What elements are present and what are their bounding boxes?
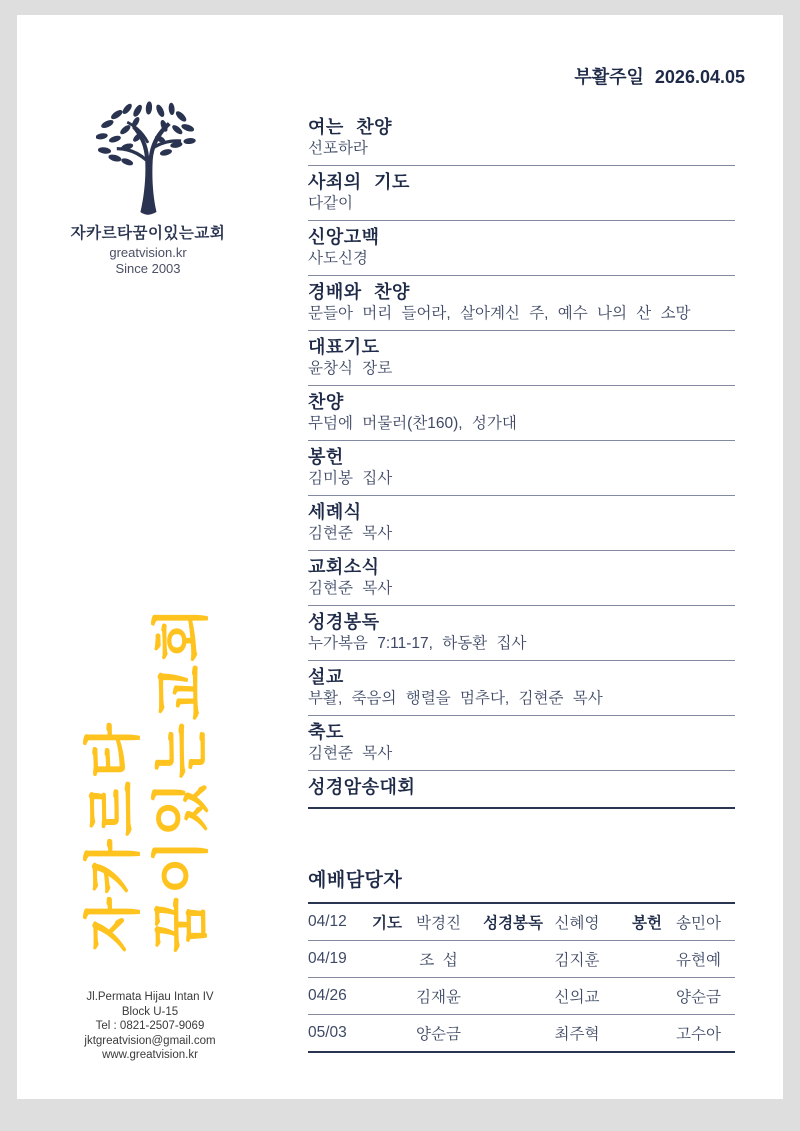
staff-name: 박경진 <box>416 915 461 932</box>
order-item <box>308 716 735 771</box>
order-item-title: 사죄의 기도 <box>308 172 410 192</box>
staff-name: 송민아 <box>676 915 721 932</box>
order-item-detail: 누가복음 7:11-17, 하동환 집사 <box>308 635 527 652</box>
staff-section-heading: 예배담당자 <box>308 870 403 891</box>
order-item <box>308 331 735 386</box>
order-item-title: 성경암송대회 <box>308 777 416 797</box>
contact-address-line2: Block U-15 <box>121 1005 179 1018</box>
order-item-title: 찬양 <box>308 392 344 412</box>
order-item-title: 여는 찬양 <box>308 117 393 137</box>
contact-website: www.greatvision.kr <box>102 1049 198 1061</box>
order-item-detail: 무덤에 머물러(찬160), 성가대 <box>308 415 517 432</box>
order-item-detail: 문들아 머리 들어라, 살아계신 주, 예수 나의 산 소망 <box>308 305 691 322</box>
staff-role-prayer: 기도 <box>372 915 402 932</box>
order-item-detail: 사도신경 <box>308 250 368 267</box>
order-item <box>308 221 735 276</box>
staff-role-offering: 봉헌 <box>632 915 662 932</box>
staff-table <box>308 902 735 1053</box>
order-item <box>308 606 735 661</box>
order-item <box>308 276 735 331</box>
tree-logo-icon <box>96 101 200 217</box>
church-logo-block <box>17 101 279 276</box>
staff-name: 양순금 <box>676 989 721 1006</box>
church-name: 자카르타꿈이있는교회 <box>70 225 226 242</box>
contact-block <box>25 990 275 1063</box>
order-item <box>308 771 735 809</box>
order-item-title: 세례식 <box>308 502 362 522</box>
staff-name: 양순금 <box>416 1026 461 1043</box>
church-since: Since 2003 <box>115 261 181 276</box>
order-item-title: 경배와 찬양 <box>308 282 410 302</box>
order-item-title: 성경봉독 <box>308 612 380 632</box>
staff-role-scripture: 성경봉독 <box>483 915 543 932</box>
staff-row <box>308 903 735 941</box>
staff-name: 유현예 <box>676 952 721 969</box>
staff-date: 04/12 <box>308 913 347 930</box>
order-item <box>308 111 735 166</box>
bulletin-page <box>17 15 783 1099</box>
staff-row <box>308 978 735 1015</box>
order-item <box>308 496 735 551</box>
order-item-title: 설교 <box>308 667 344 687</box>
staff-name: 조 섭 <box>419 952 458 969</box>
order-item-detail: 김현준 목사 <box>308 525 393 542</box>
order-item-detail: 부활, 죽음의 행렬을 멈추다, 김현준 목사 <box>308 690 603 707</box>
service-label: 부활주일 <box>574 67 644 87</box>
contact-email: jktgreatvision@gmail.com <box>84 1034 216 1047</box>
staff-name: 신의교 <box>554 989 600 1006</box>
contact-address-line1: Jl.Permata Hijau Intan IV <box>86 991 214 1003</box>
vertical-brand-line1: 자카르타 <box>81 720 146 953</box>
staff-name: 최주혁 <box>554 1026 600 1043</box>
order-item-title: 대표기도 <box>308 337 380 357</box>
staff-name: 김재윤 <box>416 989 461 1006</box>
contact-phone: Tel : 0821-2507-9069 <box>95 1020 205 1032</box>
order-item <box>308 166 735 221</box>
order-item-detail: 선포하라 <box>308 140 368 157</box>
order-item <box>308 661 735 716</box>
order-item-detail: 김미봉 집사 <box>308 470 393 487</box>
staff-name: 김지훈 <box>554 952 600 969</box>
staff-date: 05/03 <box>308 1024 347 1041</box>
order-of-worship-list <box>308 111 735 809</box>
order-item <box>308 441 735 496</box>
order-item-detail: 다같이 <box>308 195 353 212</box>
staff-name: 고수아 <box>676 1026 721 1043</box>
order-item-detail: 김현준 목사 <box>308 580 393 597</box>
staff-row <box>308 1015 735 1053</box>
staff-row <box>308 941 735 978</box>
staff-name: 신혜영 <box>554 915 600 932</box>
service-date: 2026.04.05 <box>654 67 745 87</box>
order-item-detail: 윤창식 장로 <box>308 360 393 377</box>
staff-date: 04/26 <box>308 987 347 1004</box>
order-item <box>308 386 735 441</box>
order-item-title: 교회소식 <box>308 557 380 577</box>
order-item-title: 신앙고백 <box>308 227 380 247</box>
order-item-detail: 김현준 목사 <box>308 745 393 762</box>
staff-date: 04/19 <box>308 950 347 967</box>
order-of-worship-column <box>308 15 745 1053</box>
order-item-title: 봉헌 <box>308 447 344 467</box>
church-website: greatvision.kr <box>109 245 187 260</box>
order-item <box>308 551 735 606</box>
vertical-brand-line2: 꿈이있는교회 <box>149 604 214 953</box>
vertical-brand-text <box>80 578 216 953</box>
order-item-title: 축도 <box>308 722 344 742</box>
service-date-row <box>308 63 745 89</box>
